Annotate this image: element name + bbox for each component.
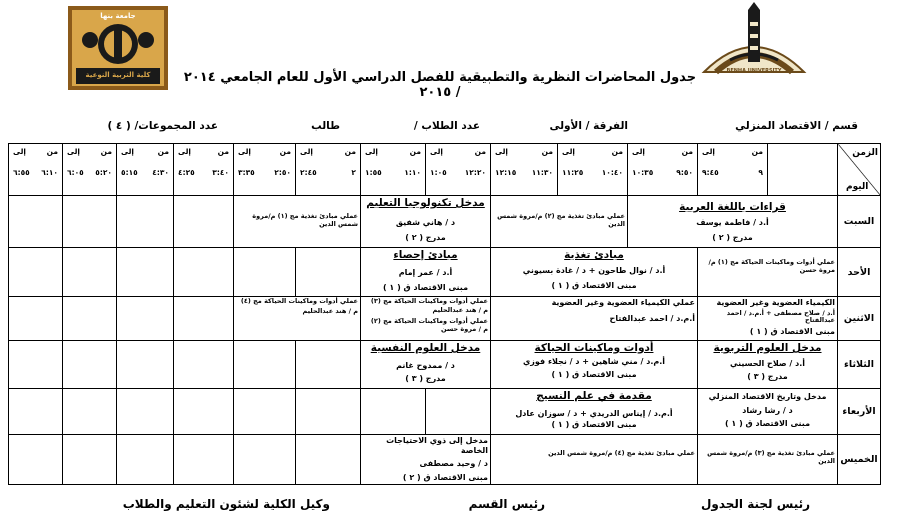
- grade-label: الفرقة / الأولى: [549, 120, 628, 132]
- wed-lecture-home-economics: مدخل وتاريخ الاقتصاد المنزلي د / رشا رشاد مبنى الاقتصاد ق ( ١ ): [698, 389, 838, 435]
- tue-lecture-psychology: مدخل العلوم النفسية د / ممدوح غانم مدرج ( ٣ ): [361, 341, 491, 389]
- logo-university-text: جامعة بنها: [100, 12, 136, 20]
- time-slot-9: [174, 144, 234, 196]
- row-saturday: [9, 196, 881, 248]
- time-start: ٥:٢٠: [95, 168, 112, 177]
- time-slot-5: [426, 144, 491, 196]
- time-end: ٥:١٥: [121, 168, 138, 177]
- time-slot-12: [9, 144, 63, 196]
- thu-lecture-special-needs: مدخل إلى ذوي الاحتياجات الخاصة د / وحيد مصطفى مبنى الاقتصاد ق ( ٢ ): [361, 435, 491, 485]
- college-logo: [68, 6, 168, 90]
- time-slot-6: [361, 144, 426, 196]
- time-end: ٢:٤٥: [300, 168, 317, 177]
- tue-lecture-education: مدخل العلوم التربوية أ.د / صلاح الحسيني مدرج ( ٣ ): [698, 341, 838, 389]
- time-to-label: إلى: [13, 147, 26, 156]
- corner-day-label: اليوم: [846, 182, 869, 193]
- row-tuesday: [9, 341, 881, 389]
- signature-department-head: رئيس القسم: [468, 497, 545, 511]
- time-slot-4: [491, 144, 558, 196]
- time-start: ١١:٣٠: [531, 168, 553, 177]
- time-to-label: إلى: [632, 147, 645, 156]
- students-count-label: عدد الطلاب /: [413, 120, 480, 132]
- time-to-label: إلى: [238, 147, 251, 156]
- logo-university-caption: BENHA UNIVERSITY: [726, 68, 782, 74]
- day-monday: الاثنين: [838, 297, 881, 341]
- time-end: ١:٠٥: [430, 168, 447, 177]
- time-end: ١١:٢٥: [562, 168, 584, 177]
- sun-lecture-nutrition: مبادئ تغذية أ.د / نوال طاحون + د / غادة بسيوني مبنى الاقتصاد ق ( ١ ): [491, 248, 698, 297]
- time-start: ١:١٠: [404, 168, 421, 177]
- time-start: ٣:٤٠: [212, 168, 229, 177]
- thu-note-group3: عملي مبادئ تغذية مج (٣) م/مروة شمس الدين: [698, 435, 838, 485]
- time-start: ٢: [351, 168, 356, 177]
- time-slot-1: [698, 144, 768, 196]
- time-slot-11: [63, 144, 117, 196]
- day-thursday: الخميس: [838, 435, 881, 485]
- time-end: ٦:٠٥: [67, 168, 84, 177]
- time-start: ٦:١٠: [41, 168, 58, 177]
- sat-note-group2: عملي مبادئ تغذية مج (٢) م/مروة شمس الدين: [491, 196, 628, 248]
- signature-vice-dean: وكيل الكلية لشئون التعليم والطلاب: [122, 497, 330, 511]
- time-start: ١٢:٢٠: [464, 168, 486, 177]
- day-wednesday: الأربعاء: [838, 389, 881, 435]
- logo-college-caption: كلية التربية النوعية: [85, 71, 151, 79]
- mon-note-sewing-group2-3: عملي أدوات وماكينات الحياكة مج (٣) م / هند عبدالحليم عملي أدوات وماكينات الحياكة مج (٢) م / مروة حسن: [361, 297, 491, 341]
- time-from-label: من: [157, 147, 169, 156]
- time-from-label: من: [474, 147, 486, 156]
- time-from-label: من: [100, 147, 112, 156]
- time-to-label: إلى: [495, 147, 508, 156]
- time-from-label: من: [681, 147, 693, 156]
- corner-time-label: الزمن: [852, 148, 878, 158]
- time-from-label: من: [611, 147, 623, 156]
- time-to-label: إلى: [562, 147, 575, 156]
- row-sunday: [9, 248, 881, 297]
- time-from-label: من: [751, 147, 763, 156]
- time-end: ٦:٥٥: [13, 168, 30, 177]
- tue-lecture-sewing-tools: أدوات وماكينات الحياكة أ.م.د / مني شاهين + د / نجلاء فوزي مبنى الاقتصاد ق ( ١ ): [491, 341, 698, 389]
- time-to-label: إلى: [430, 147, 443, 156]
- time-slot-7: [296, 144, 361, 196]
- department-label: قسم / الاقتصاد المنزلي: [735, 120, 858, 132]
- time-to-label: إلى: [178, 147, 191, 156]
- time-start: ٩:٥٠: [676, 168, 693, 177]
- mon-lecture-chemistry: الكيمياء العضوية وغير العضوية أ.د / صلاح مصطفى + أ.م.د / احمد عبدالفتاح مبنى الاقتصاد ق ( ١ ): [698, 297, 838, 341]
- time-from-label: من: [46, 147, 58, 156]
- sat-lecture-arabic: قراءات باللغة العربية أ.د / فاطمة يوسف مدرج ( ٢ ): [628, 196, 838, 248]
- wed-lecture-textiles: مقدمة في علم النسيج أ.م.د / إيناس الدريدي + د / سوزان عادل مبنى الاقتصاد ق ( ١ ): [491, 389, 698, 435]
- page-title: جدول المحاضرات النظرية والتطبيقية للفصل الدراسي الأول للعام الجامعي ٢٠١٤ / ٢٠١٥: [183, 70, 697, 100]
- mon-note-chemistry: عملي الكيمياء العضوية وغير العضوية أ.م.د / احمد عبدالفتاح: [491, 297, 698, 341]
- time-start: ١٠:٤٠: [601, 168, 623, 177]
- row-thursday: [9, 435, 881, 485]
- time-to-label: إلى: [702, 147, 715, 156]
- time-header-row: [9, 144, 881, 196]
- time-from-label: من: [541, 147, 553, 156]
- groups-count-label: عدد المجموعات/ ( ٤ ): [107, 120, 218, 132]
- time-end: ١٠:٣٥: [632, 168, 654, 177]
- time-from-label: من: [409, 147, 421, 156]
- time-to-label: إلى: [121, 147, 134, 156]
- mon-note-sewing-group4: عملي أدوات وماكينات الحياكة مج (٤) م / هند عبدالحليم: [234, 297, 361, 341]
- time-start: ٢:٥٠: [274, 168, 291, 177]
- time-end: ٣:٣٥: [238, 168, 255, 177]
- time-end: ١٢:١٥: [495, 168, 517, 177]
- time-from-label: من: [279, 147, 291, 156]
- time-to-label: إلى: [67, 147, 80, 156]
- time-end: ١:٥٥: [365, 168, 382, 177]
- time-from-label: من: [217, 147, 229, 156]
- time-slot-3: [558, 144, 628, 196]
- time-end: ٩:٤٥: [702, 168, 719, 177]
- time-slot-8: [234, 144, 296, 196]
- time-slot-2: [628, 144, 698, 196]
- row-wednesday: [9, 389, 881, 435]
- university-logo: [700, 2, 808, 80]
- thu-note-group4: عملي مبادئ تغذية مج (٤) م/مروة شمس الدين: [491, 435, 698, 485]
- time-from-label: من: [344, 147, 356, 156]
- row-monday: [9, 297, 881, 341]
- sun-note-sewing-group1: عملي أدوات وماكينات الحياكة مج (١) م/مروة حسن: [698, 248, 838, 297]
- schedule-table: [8, 143, 881, 485]
- time-slot-10: [117, 144, 174, 196]
- day-sunday: الأحد: [838, 248, 881, 297]
- student-word: طالب: [311, 120, 340, 132]
- time-to-label: إلى: [300, 147, 313, 156]
- time-end: ٤:٢٥: [178, 168, 195, 177]
- sun-lecture-statistics: مبادئ إحصاء أ.د / عمر إمام مبنى الاقتصاد ق ( ١ ): [361, 248, 491, 297]
- sat-note-group1: عملي مبادئ تغذية مج (١) م/مروة شمس الدين: [234, 196, 361, 248]
- corner-cell: [838, 144, 881, 196]
- time-start: ٩: [758, 168, 763, 177]
- day-tuesday: الثلاثاء: [838, 341, 881, 389]
- signature-schedule-committee: رئيس لجنة الجدول: [700, 497, 810, 511]
- time-to-label: إلى: [365, 147, 378, 156]
- sat-lecture-edu-tech: مدخل تكنولوجيا التعليم د / هاني شفيق مدرج ( ٢ ): [361, 196, 491, 248]
- time-start: ٤:٣٠: [152, 168, 169, 177]
- day-saturday: السبت: [838, 196, 881, 248]
